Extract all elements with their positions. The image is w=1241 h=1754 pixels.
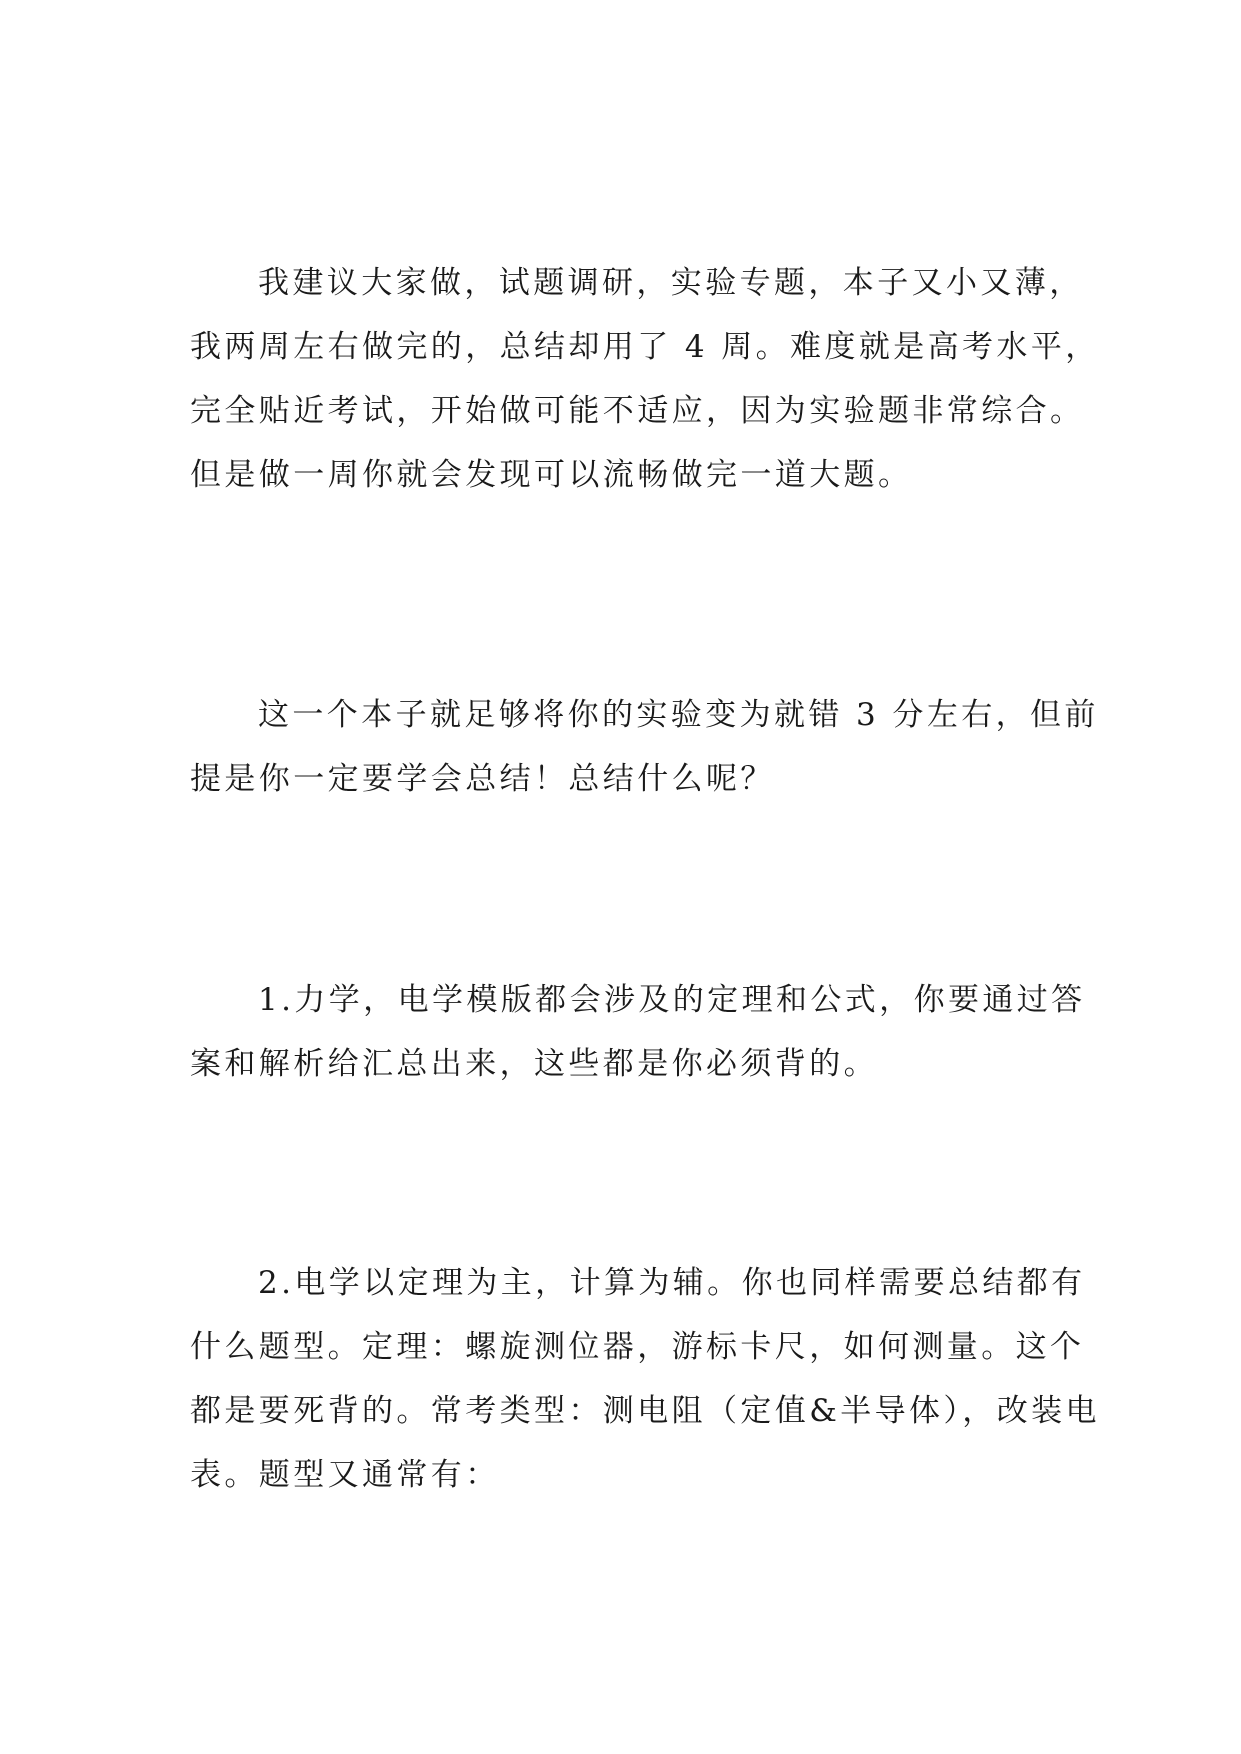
text-line: 1.力学，电学模版都会涉及的定理和公式，你要通过答: [258, 982, 1086, 1018]
text-line: 提是你一定要学会总结！总结什么呢？: [190, 761, 775, 797]
text-line: 我建议大家做，试题调研，实验专题，本子又小又薄，: [258, 265, 1084, 301]
paragraph-point-2-electricity: [190, 1251, 1100, 1507]
text-line: 我两周左右做完的，总结却用了 4 周。难度就是高考水平，: [190, 329, 1100, 365]
text-line: 表。题型又通常有：: [190, 1457, 500, 1493]
paragraph-experiment-book-advice: [190, 251, 1100, 507]
text-line: 案和解析给汇总出来，这些都是你必须背的。: [190, 1046, 878, 1082]
text-line: 2.电学以定理为主，计算为辅。你也同样需要总结都有: [258, 1265, 1086, 1301]
text-line: 什么题型。定理：螺旋测位器，游标卡尺，如何测量。这个: [190, 1329, 1085, 1365]
text-line: 完全贴近考试，开始做可能不适应，因为实验题非常综合。: [190, 393, 1085, 429]
paragraph-summary-importance: [190, 683, 1099, 811]
text-line: 这一个本子就足够将你的实验变为就错 3 分左右，但前: [258, 697, 1099, 733]
paragraph-point-1-mechanics: [190, 968, 1086, 1096]
text-line: 都是要死背的。常考类型：测电阻（定值&半导体），改装电: [190, 1393, 1100, 1429]
text-line: 但是做一周你就会发现可以流畅做完一道大题。: [190, 457, 913, 493]
